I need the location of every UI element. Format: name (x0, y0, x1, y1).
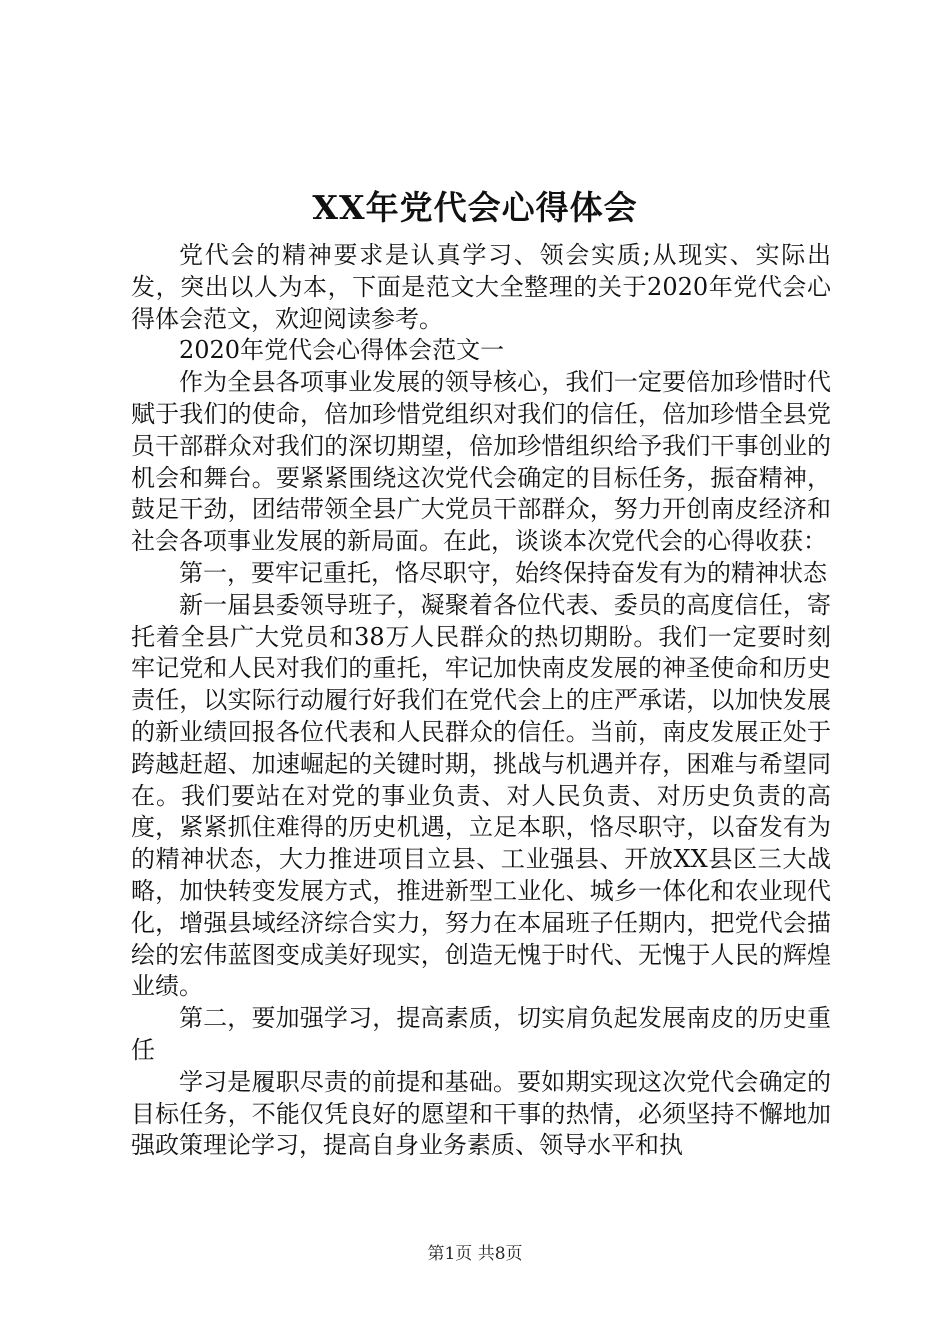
intro-paragraph: 党代会的精神要求是认真学习、领会实质;从现实、实际出发，突出以人为本，下面是范文大全整理的关于2020年党代会心得体会范文，欢迎阅读参考。 (131, 241, 831, 333)
body-paragraph: 新一届县委领导班子，凝聚着各位代表、委员的高度信任，寄托着全县广大党员和38万人民群众的热切期盼。我们一定要时刻牢记党和人民对我们的重托，牢记加快南皮发展的神圣使命和历史责任，以实际行动履行好我们在党代会上的庄严承诺，以加快发展的新业绩回报各位代表和人民群众的信任。当前，南皮发展正处于跨越赶超、加速崛起的关键时期，挑战与机遇并存，困难与希望同在。我们要站在对党的事业负责、对人民负责、对历史负责的高度，紧紧抓住难得的历史机遇，立足本职，恪尽职守，以奋发有为的精神状态，大力推进项目立县、工业强县、开放XX县区三大战略，加快转变发展方式，推进新型工业化、城乡一体化和农业现代化，增强县域经济综合实力，努力在本届班子任期内，把党代会描绘的宏伟蓝图变成美好现实，创造无愧于时代、无愧于人民的辉煌业绩。 (131, 590, 831, 1001)
document-body (131, 240, 831, 1162)
page-footer: 第1页 共8页 (427, 1244, 523, 1264)
section-heading: 2020年党代会心得体会范文一 (179, 336, 505, 365)
document-title: XX年党代会心得体会 (312, 188, 638, 227)
point-heading-1: 第一，要牢记重托，恪尽职守，始终保持奋发有为的精神状态 (179, 558, 827, 587)
body-paragraph: 作为全县各项事业发展的领导核心，我们一定要倍加珍惜时代赋于我们的使命，倍加珍惜党组织对我们的信任，倍加珍惜全县党员干部群众对我们的深切期望，倍加珍惜组织给予我们干事创业的机会和舞台。要紧紧围绕这次党代会确定的目标任务，振奋精神，鼓足干劲，团结带领全县广大党员干部群众，努力开创南皮经济和社会各项事业发展的新局面。在此，谈谈本次党代会的心得收获： (131, 368, 831, 556)
body-paragraph: 学习是履职尽责的前提和基础。要如期实现这次党代会确定的目标任务，不能仅凭良好的愿望和干事的热情，必须坚持不懈地加强政策理论学习，提高自身业务素质、领导水平和执 (131, 1067, 831, 1160)
point-heading-2: 第二，要加强学习，提高素质，切实肩负起发展南皮的历史重任 (131, 1004, 831, 1064)
